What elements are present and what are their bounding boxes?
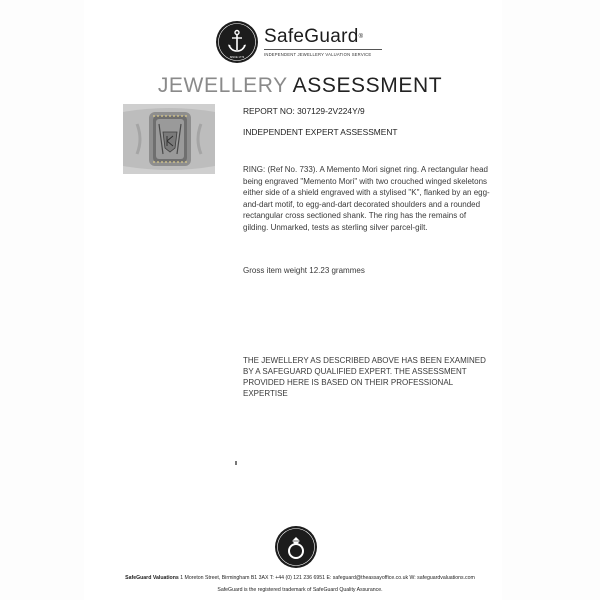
brand-divider [264,49,382,50]
document-title [0,74,600,98]
anchor-icon [216,21,258,63]
ring-photo [123,104,215,174]
brand-block [264,27,382,57]
assessment-subtitle: INDEPENDENT EXPERT ASSESSMENT [243,127,398,137]
brand-name-text: SafeGuard [264,26,359,47]
gross-weight: Gross item weight 12.23 grammes [243,266,365,275]
footer-contact [0,575,600,581]
ring-icon [275,526,317,568]
report-number: REPORT NO: 307129-2V224Y/9 [243,106,365,116]
assessment-statement: THE JEWELLERY AS DESCRIBED ABOVE HAS BEEN EXAMINED BY A SAFEGUARD QUALIFIED EXPERT. THE ASSESSMENT PROVIDED HERE IS BASED ON THEIR PROFESSIONAL EXPERTISE [243,356,486,398]
item-description: RING: (Ref No. 733). A Memento Mori signet ring. A rectangular head being engraved "Memento Mori" with two crouched winged skeletons either side of a shield engraved with a stylised "K", flanked by an egg-and-dart motif, to egg-and-dart decorated shoulders and a rounded rectangular cross sectioned shank. The ring has the remains of gilding. Unmarked, tests as sterling silver parcel-gilt. [243,165,490,232]
brand-name [264,27,382,47]
footer-trademark: SafeGuard is the registered trademark of SafeGuard Quality Assurance. [217,587,383,593]
safeguard-logo [216,20,386,64]
footer-address: 1 Moreton Street, Birmingham B1 3AX T: +44 (0) 121 236 6951 E: safeguard@theassayoffice.co.uk W: safeguardvaluations.com [178,575,475,581]
footer-company: SafeGuard Valuations [125,575,179,581]
ring-image [123,104,215,174]
registered-mark: ® [358,34,364,40]
title-light: JEWELLERY [157,74,288,97]
stray-mark [235,461,237,465]
badge-text: SINCE 1773 [229,56,245,59]
anchor-badge [216,21,258,63]
title-dark: ASSESSMENT [292,74,443,97]
ring-badge [275,526,317,568]
brand-tagline: INDEPENDENT JEWELLERY VALUATION SERVICE [264,52,372,57]
